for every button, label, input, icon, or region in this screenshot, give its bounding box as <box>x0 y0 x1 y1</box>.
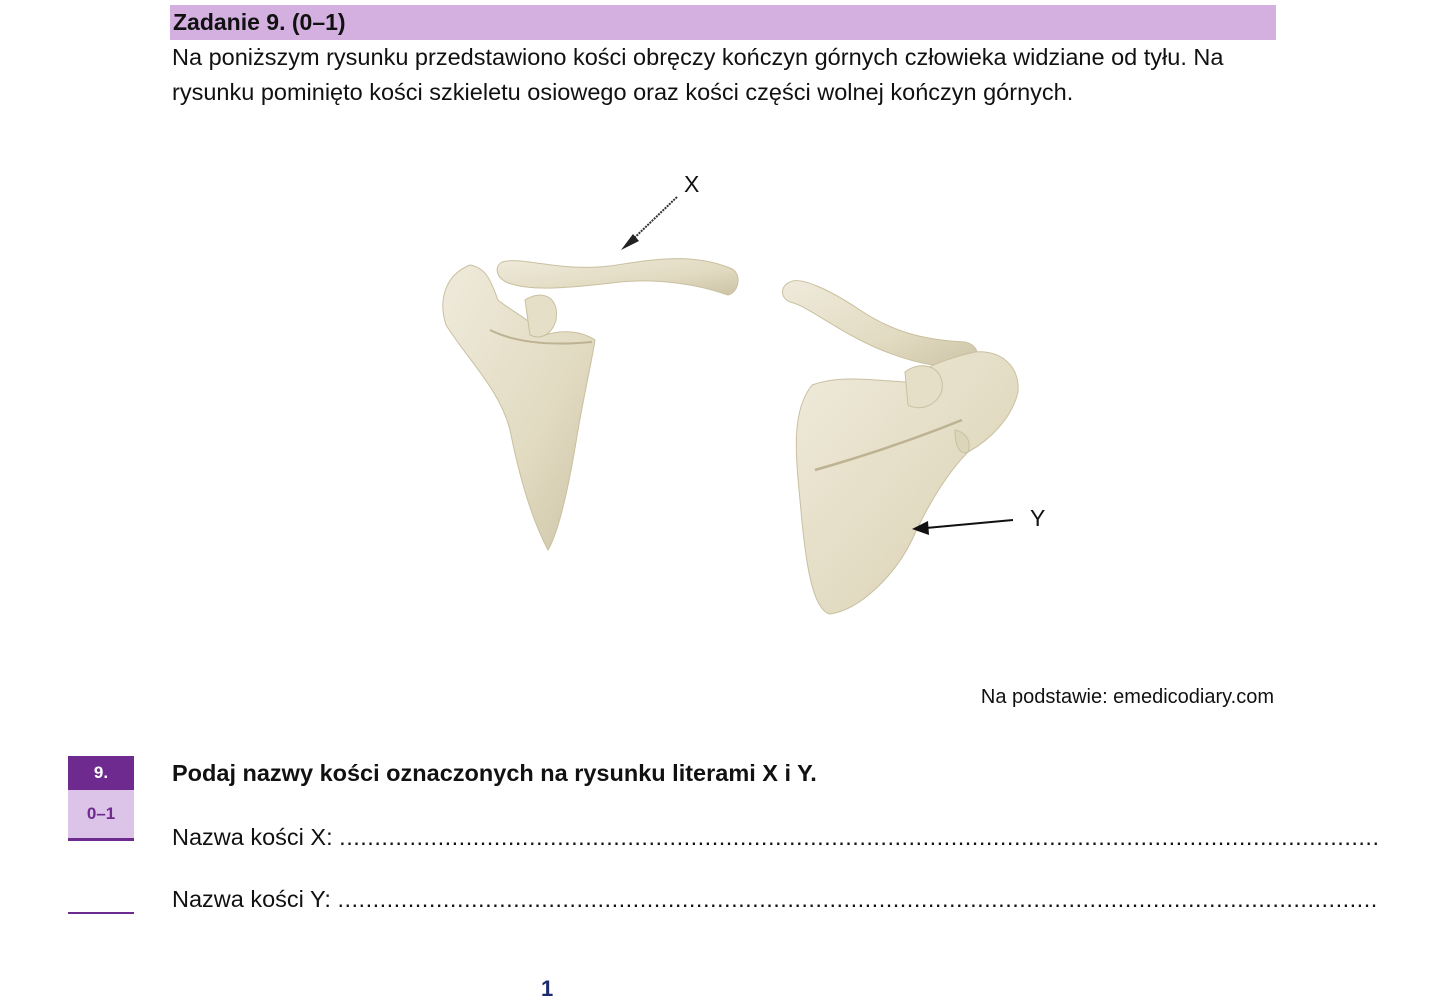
task-title: Zadanie 9. (0–1) <box>173 9 346 35</box>
answer-y-dots[interactable]: .................................................................................................................................................... <box>337 886 1378 912</box>
task-number-badge: 9. <box>68 756 134 790</box>
right-clavicle <box>783 281 978 368</box>
answer-x-label: Nazwa kości X: <box>172 824 333 850</box>
left-scapula <box>443 265 595 550</box>
task-points-badge: 0–1 <box>68 790 134 841</box>
arrow-y <box>912 520 1013 535</box>
answer-x-dots[interactable]: .................................................................................................................................................... <box>339 824 1380 850</box>
answer-y-label: Nazwa kości Y: <box>172 886 331 912</box>
answer-x-line[interactable] <box>172 822 1380 852</box>
figure-source: Na podstawie: emedicodiary.com <box>980 686 1274 708</box>
question-text: Podaj nazwy kości oznaczonych na rysunku literami X i Y. <box>172 760 817 786</box>
task-intro: Na poniższym rysunku przedstawiono kości obręczy kończyn górnych człowieka widziane od tyłu. Na rysunku pominięto kości szkieletu osiowego oraz kości części wolnej kończyn górnych. <box>172 44 1224 105</box>
label-y: Y <box>1030 505 1046 531</box>
score-line <box>68 912 134 914</box>
left-clavicle <box>497 259 738 295</box>
page-number: 1 <box>541 976 554 1001</box>
arrow-x <box>621 197 677 250</box>
label-x: X <box>684 171 700 197</box>
answer-y-line[interactable] <box>172 884 1378 914</box>
right-scapula <box>796 352 1018 614</box>
